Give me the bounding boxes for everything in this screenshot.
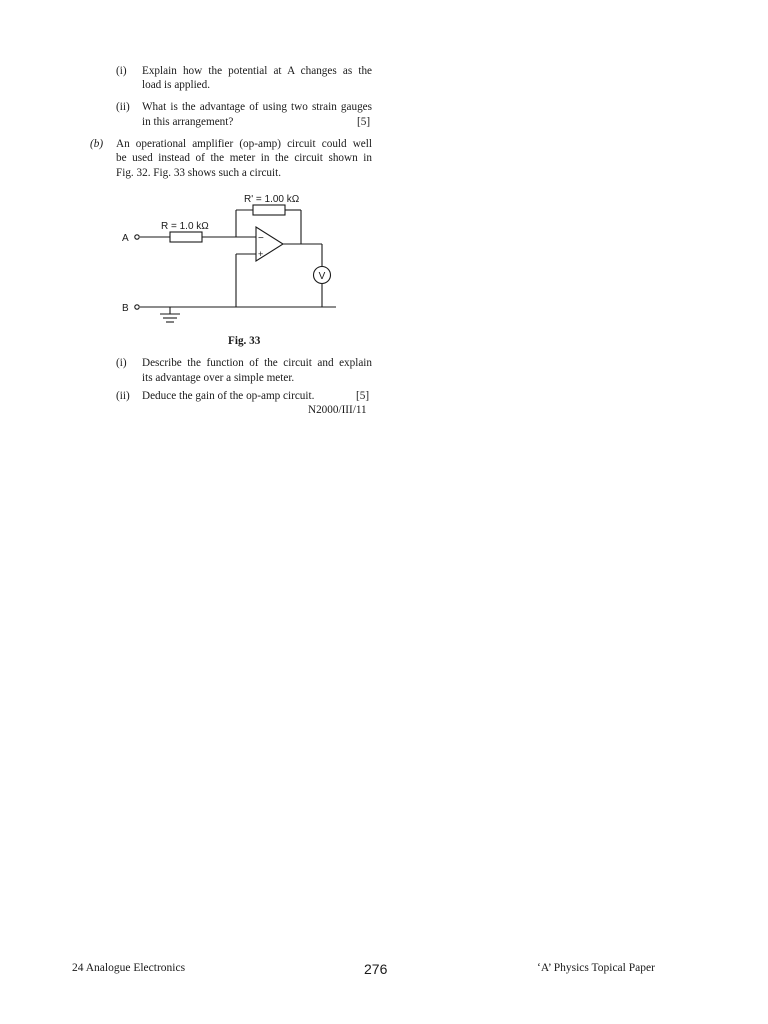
part-text-line: An operational amplifier (op-amp) circuit could well <box>116 138 372 150</box>
question-text-line: in this arrangement? <box>142 116 234 128</box>
question-number: (ii) <box>116 390 130 402</box>
terminal-a-node <box>135 235 139 239</box>
terminal-a-label: A <box>122 233 129 244</box>
footer-chapter: 24 Analogue Electronics <box>72 962 186 974</box>
part-label: (b) <box>90 138 104 150</box>
question-text-line: Deduce the gain of the op-amp circuit. <box>142 390 315 402</box>
question-text-line: Describe the function of the circuit and explain <box>142 357 372 369</box>
op-amp-plus-label: + <box>258 249 264 259</box>
question-number: (ii) <box>116 101 130 113</box>
op-amp-minus-label: − <box>258 233 264 244</box>
part-text-line: be used instead of the meter in the circuit shown in <box>116 152 372 164</box>
feedback-resistor-label: R' = 1.00 kΩ <box>244 194 300 205</box>
marks-label: [5] <box>357 116 371 128</box>
reference-code: N2000/III/11 <box>308 404 367 416</box>
terminal-b-node <box>135 305 139 309</box>
figure-caption: Fig. 33 <box>228 335 261 347</box>
question-number: (i) <box>116 65 127 77</box>
terminal-b-label: B <box>122 303 129 314</box>
part-text-line: Fig. 32. Fig. 33 shows such a circuit. <box>116 167 282 179</box>
page-number: 276 <box>364 961 388 977</box>
voltmeter-label: V <box>318 271 326 282</box>
input-resistor <box>170 232 202 242</box>
marks-label: [5] <box>356 390 370 402</box>
question-text-line: its advantage over a simple meter. <box>142 372 295 384</box>
input-resistor-label: R = 1.0 kΩ <box>161 221 209 232</box>
question-text-line: What is the advantage of using two strain gauges <box>142 101 372 113</box>
question-number: (i) <box>116 357 127 369</box>
footer-title: ‘A’ Physics Topical Paper <box>537 962 655 974</box>
question-text-line: load is applied. <box>142 79 211 91</box>
feedback-resistor <box>253 205 285 215</box>
question-text-line: Explain how the potential at A changes as the <box>142 65 372 77</box>
